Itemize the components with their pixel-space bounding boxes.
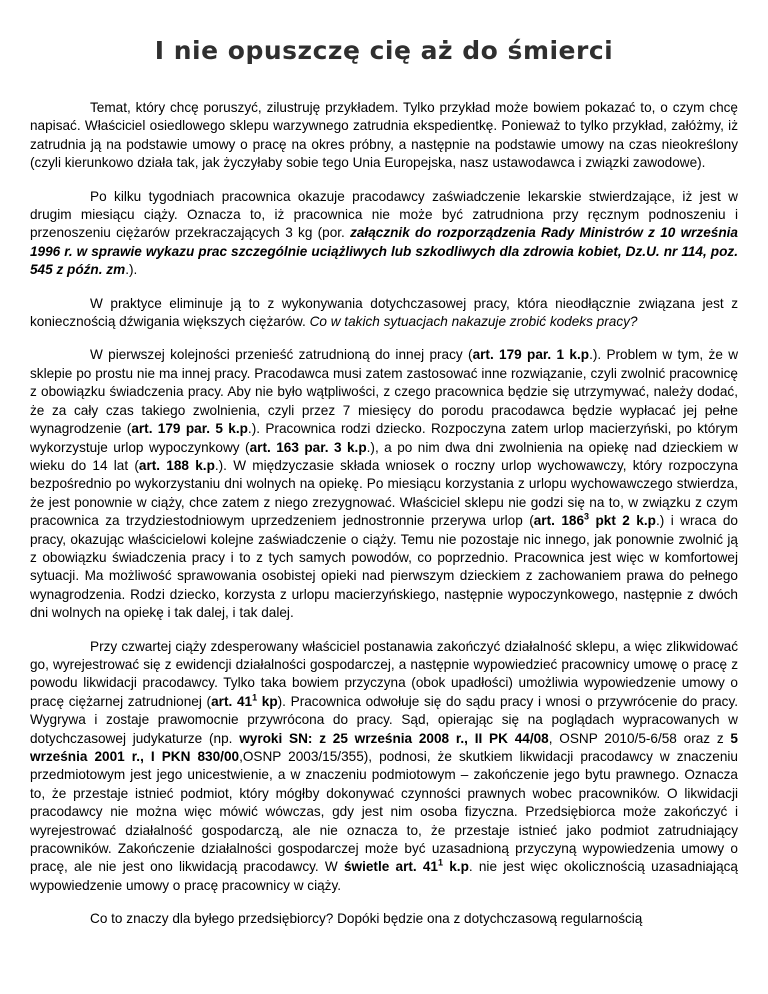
paragraph-3-question: Co w takich sytuacjach nakazuje zrobić kodeks pracy? bbox=[309, 314, 638, 330]
p4-text-1: W pierwszej kolejności przenieść zatrudnioną do innej pracy ( bbox=[90, 347, 473, 363]
paragraph-1 bbox=[30, 99, 738, 173]
p5-text-2: ). Pracownica odwołuje się do sądu pracy i wnosi o przywrócenie do pracy. Wygrywa i zostaje prawomocnie przywrócona do pracy. Sąd, opierając się na poglądach wypracowanych w dotychczasowej judykaturze (np. bbox=[30, 693, 739, 746]
p5-text-1: Przy czwartej ciąży zdesperowany właściciel postanawia zakończyć działalność sklepu, a więc zlikwidować go, wyrejestrować się z ewidencji działalności gospodarczej, a następnie wypowiedzieć pracownicy umowę o pracę z powodu likwidacji pracodawcy. Tylko taka bowiem przyczyna (obok upadłości) umożliwia wypowiedzenie umowy o pracę ciężarnej zatrudnionej ( bbox=[30, 638, 738, 709]
p5-ruling-2: 5 września 2001 r., I PKN 830/00 bbox=[30, 730, 738, 764]
p5-article-1: art. 41 bbox=[211, 693, 253, 709]
p4-article-5-point: pkt 2 k.p bbox=[589, 513, 656, 529]
p4-text-2: .). Problem w tym, że w sklepie po prostu nie ma innej pracy. Pracodawca musi zatem zastosować inne rozwiązanie, czyli zwolnić pracownicę z obowiązku świadczenia pracy. Aby nie było wątpliwości, z czego pracownica będzie się utrzymywać, należy dodać, że za cały czas takiego zwolnienia, czyli przez 7 miesięcy do porodu pracodawca będzie wypłacać jej pełne wynagrodzenie ( bbox=[30, 347, 739, 437]
p5-article-2-suffix: k.p bbox=[443, 859, 469, 875]
document-title: I nie opuszczę cię aż do śmierci bbox=[154, 36, 614, 65]
p4-text-6: .) i wraca do pracy, okazując właścicielowi kolejne zaświadczenie o ciąży. Temu nie pozostaje nic innego, jak ponownie zwolnić ją z obowiązku świadczenia pracy i to z tych samych powodów, co poprzednio. Pracownica jest więc w komfortowej sytuacji. Ma możliwość sprawowania osobistej opieki nad pierwszym dzieckiem z zachowaniem prawa do pełnego wynagrodzenia. Rodzi dziecko, korzysta z urlopu macierzyńskiego, następnie wypoczynkowego, następnie z dwóch dni wolnych na opiekę i tak dalej, i tak dalej. bbox=[30, 513, 738, 621]
p4-text-5: .). W międzyczasie składa wniosek o roczny urlop wychowawczy, który rozpoczyna bezpośrednio po wykorzystaniu dni wolnych na opiekę. Po miesiącu korzystania z urlopu wychowawczego stwierdza, że jest ponownie w ciąży, chce zatem z niego zrezygnować. Właściciel sklepu nie godzi się na to, w związku z czym pracownica za trzydziestodniowym uprzedzeniem jednostronnie przerywa urlop ( bbox=[30, 457, 738, 529]
paragraph-6 bbox=[30, 910, 738, 928]
p5-article-1-suffix: kp bbox=[257, 693, 278, 709]
paragraph-3-text-a: W praktyce eliminuje ją to z wykonywania dotychczasowej pracy, która nieodłącznie związana jest z koniecznością dźwigania większych ciężarów. bbox=[30, 295, 738, 330]
p4-article-4: art. 188 k.p bbox=[138, 457, 215, 473]
regulation-citation: załącznik do rozporządzenia Rady Ministrów z 10 września 1996 r. w sprawie wykazu prac szczególnie uciążliwych lub szkodliwych dla zdrowia kobiet, Dz.U. nr 114, poz. 545 z późn. zm bbox=[30, 225, 738, 278]
p5-article-2-superscript: 1 bbox=[438, 857, 444, 868]
p4-text-4: .), a po nim dwa dni zwolnienia na opiekę nad dzieckiem w wieku do 14 lat ( bbox=[30, 439, 739, 473]
p5-article-2: świetle art. 41 bbox=[343, 859, 438, 875]
p5-text-4: ,OSNP 2003/15/355), podnosi, że skutkiem likwidacji pracodawcy w znaczeniu przedmiotowym jest jego unicestwienie, a w znaczeniu podmiotowym – zakończenie jego bytu prawnego. Oznacza to, że przestaje istnieć podmiot, który mógłby dokonywać czynności prawnych wobec pracowników. O likwidacji pracodawcy nie można więc mówić wówczas, gdy jest nim osoba fizyczna. Przedsiębiorca może zakończyć i wyrejestrować działalność gospodarczą, ale nie oznacza to, że przestaje istnieć jako podmiot zatrudniający pracowników. Zakończenie działalności gospodarczej może być uzasadnioną przyczyną wypowiedzenia umowy o pracę, ale nie jest ono likwidacją pracodawcy. W bbox=[30, 749, 738, 875]
paragraph-6-text: Co to znaczy dla byłego przedsiębiorcy? Dopóki będzie ona z dotychczasową regularnością bbox=[90, 911, 643, 927]
paragraph-4 bbox=[30, 346, 738, 622]
p5-article-1-superscript: 1 bbox=[252, 692, 258, 703]
paragraph-2-text-c: .). bbox=[125, 262, 138, 278]
p5-ruling-1: wyroki SN: z 25 września 2008 r., II PK 44/08 bbox=[239, 730, 549, 746]
p4-article-1: art. 179 par. 1 k.p bbox=[472, 347, 590, 363]
paragraph-1-text: Temat, który chcę poruszyć, zilustruję przykładem. Tylko przykład może bowiem pokazać to, o czym chcę napisać. Właściciel osiedlowego sklepu warzywnego zatrudnia ekspedientkę. Ponieważ to tylko przykład, załóżmy, iż zatrudnia ją na podstawie umowy o pracę na okres próbny, a następnie na podstawie umowy na czas nieokreślony (czyli kierunkowo działa tak, jak życzyłaby sobie tego Unia Europejska, nasz ustawodawca i związki zawodowe). bbox=[30, 100, 738, 171]
p4-article-3: art. 163 par. 3 k.p bbox=[249, 439, 367, 455]
p4-article-5: art. 186 bbox=[533, 513, 585, 529]
p4-article-5-superscript: 3 bbox=[584, 511, 590, 522]
paragraph-2-text-a: Po kilku tygodniach pracownica okazuje pracodawcy zaświadczenie lekarskie stwierdzające, iż jest w drugim miesiącu ciąży. Oznacza to, iż pracownica nie może być zatrudniona przy ręcznym podnoszeniu i przenoszeniu ciężarów przekraczających 3 kg (por. bbox=[30, 188, 738, 241]
p4-article-2: art. 179 par. 5 k.p bbox=[131, 421, 248, 437]
paragraph-2 bbox=[30, 188, 738, 280]
p4-text-3: .). Pracownica rodzi dziecko. Rozpoczyna zatem urlop macierzyński, po którym wykorzystuje urlop wypoczynkowy ( bbox=[30, 421, 738, 455]
paragraph-3 bbox=[30, 295, 738, 332]
paragraph-5 bbox=[30, 638, 738, 896]
p5-text-5: . nie jest więc okolicznością uzasadniającą wypowiedzenie umowy o pracę pracownicy w ciąży. bbox=[30, 859, 738, 893]
p5-text-3: , OSNP 2010/5-6/58 oraz z bbox=[548, 730, 731, 746]
